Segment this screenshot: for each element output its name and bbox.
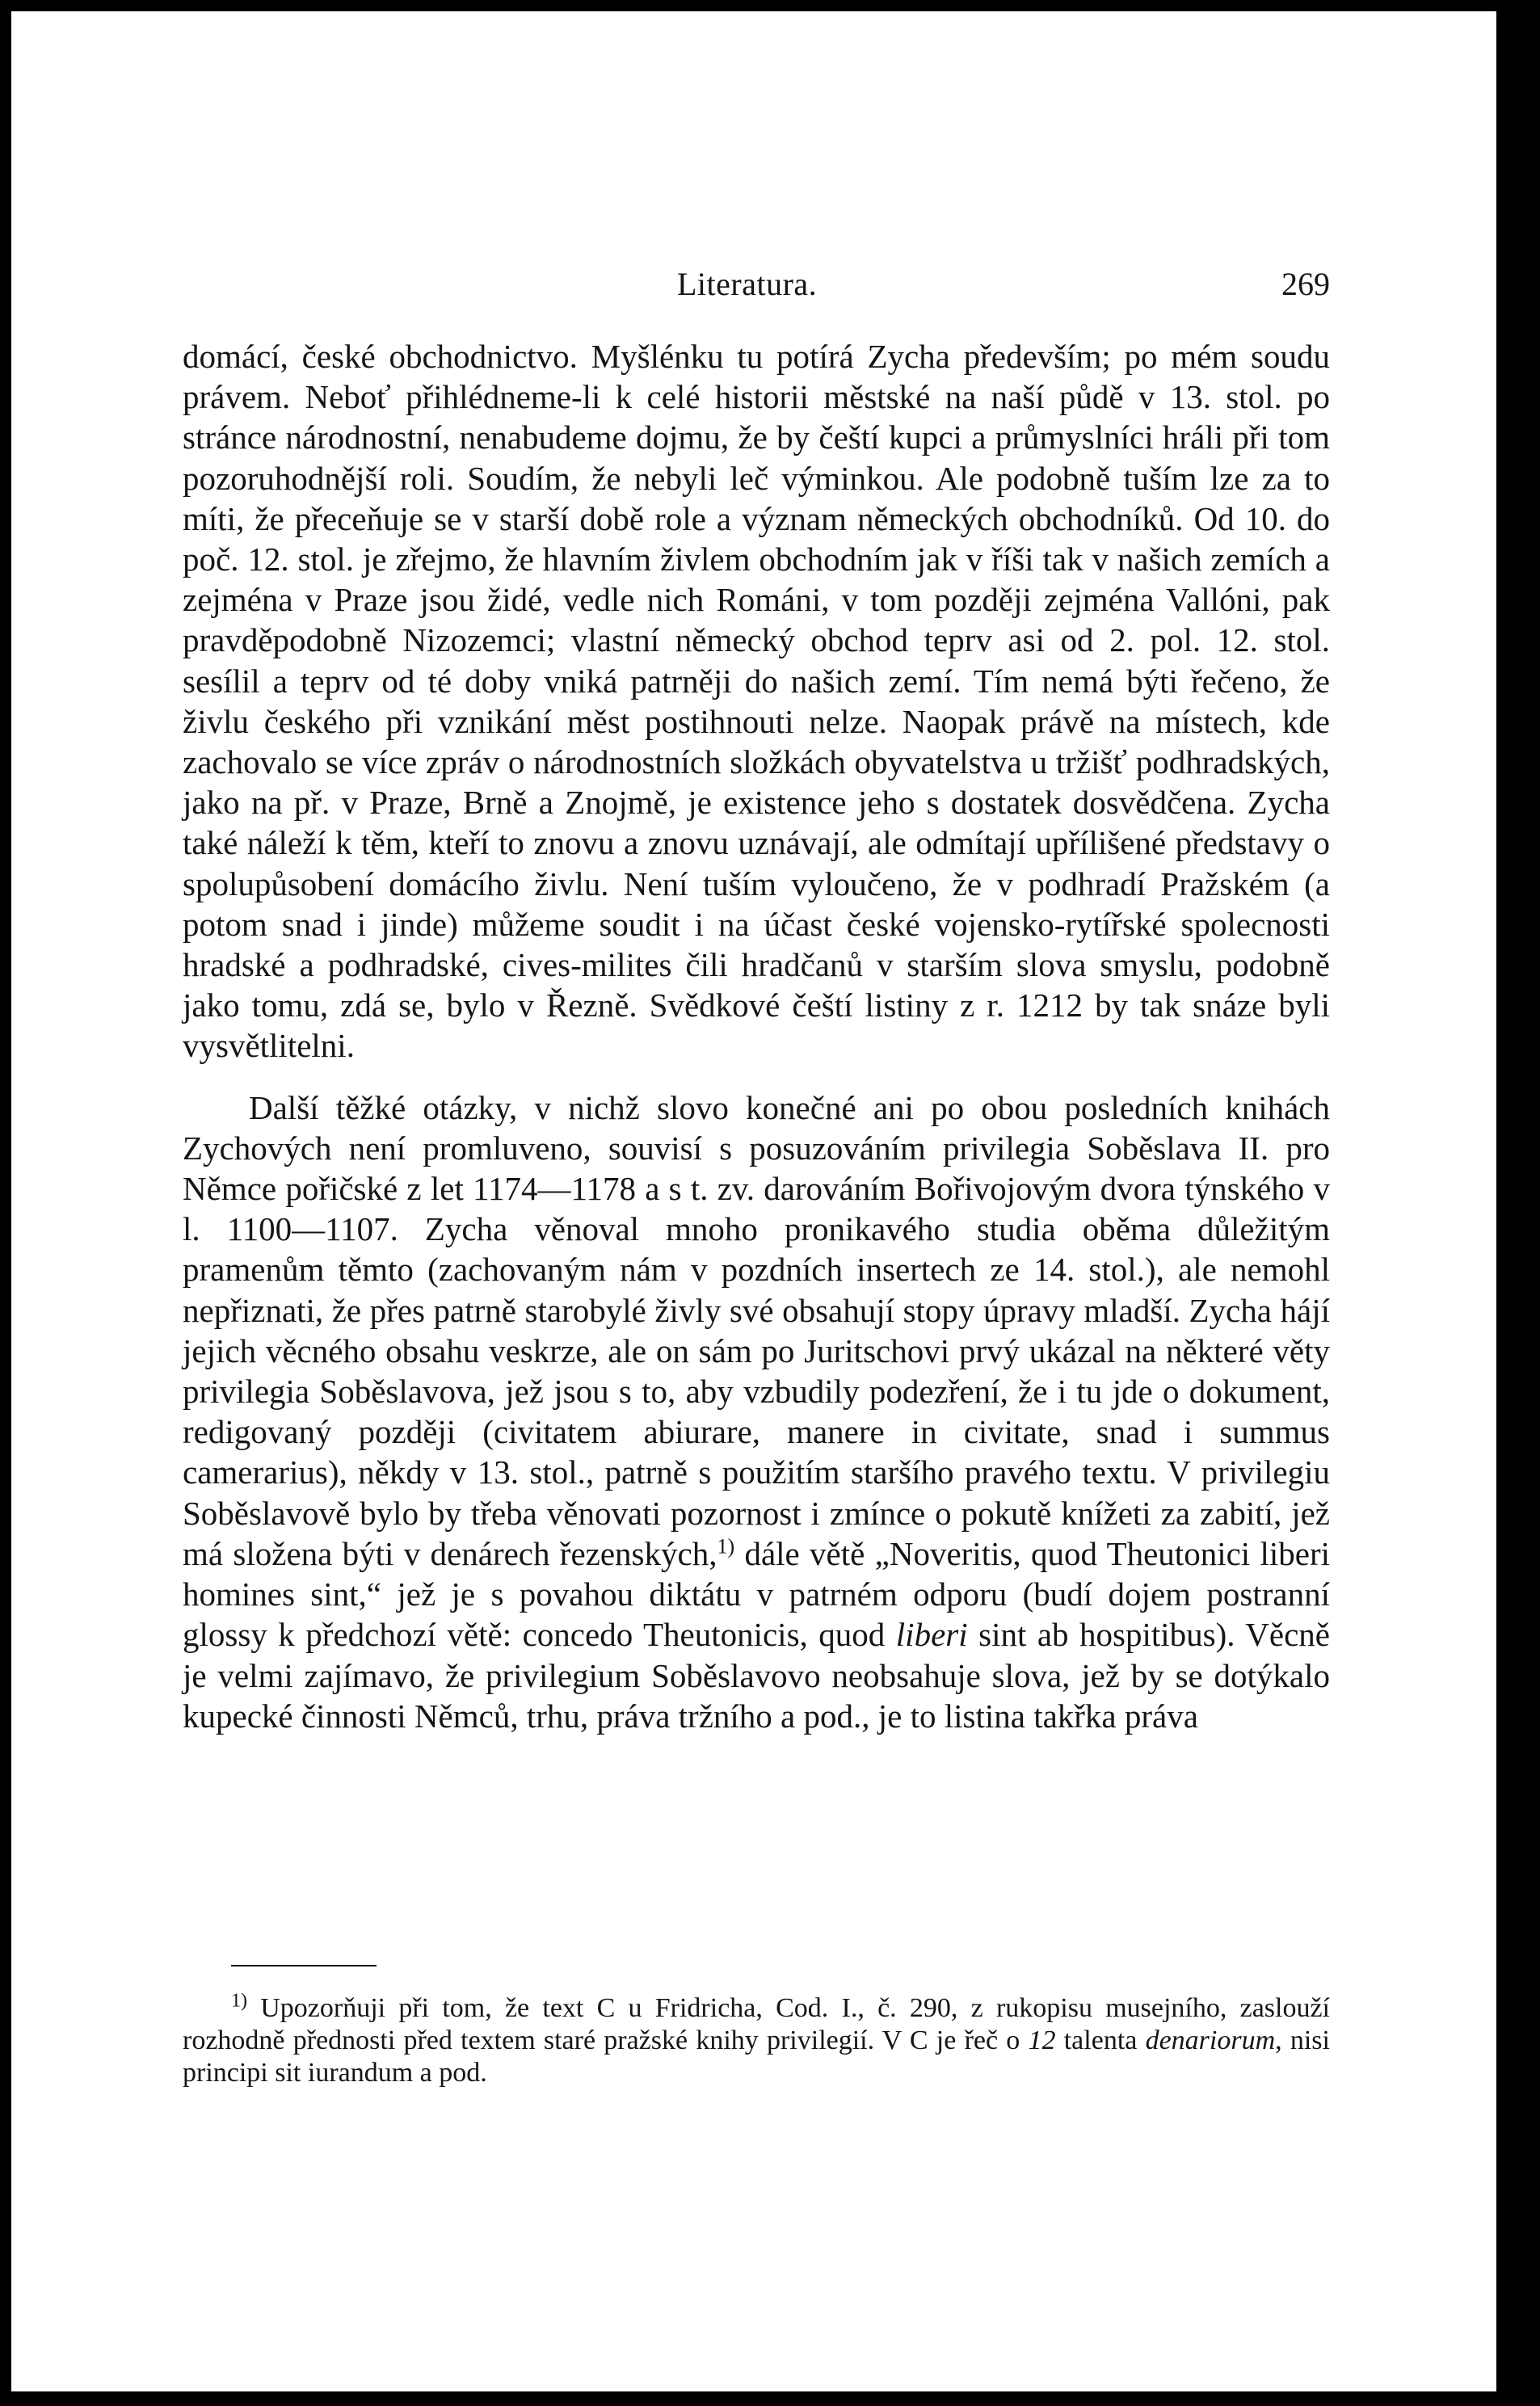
footnote-italic-number: 12 <box>1028 2025 1056 2055</box>
paragraph-text: sint ab hospitibus). Věcně je velmi zajímavo, že privilegium Soběslavovo neobsahuje slova, jež by se dotýkalo kupecké činnosti Němců, trhu, práva tržního a pod., je to listina takřka práva <box>183 1616 1330 1735</box>
paragraph-text: domácí, české obchodnictvo. Myšlénku tu potírá Zycha především; po mém soudu právem. Neboť přihlédneme-li k celé historii městské na naší půdě v 13. stol. po stránce národnostní, nenabudeme dojmu, že by čeští kupci a průmyslníci hráli při tom pozoruhodnější roli. Soudím, že nebyli leč výminkou. Ale podobně tuším lze za to míti, že přeceňuje se v starší době role a význam německých obchodníků. Od 10. do poč. 12. stol. je zřejmo, že hlavním živlem obchodním jak v říši tak v našich zemích a zejména v Praze jsou židé, vedle nich Románi, v tom později zejména Vallóni, pak pravděpodobně Nizozemci; vlastní německý obchod teprv asi od 2. pol. 12. stol. sesílil a teprv od té doby vniká patrněji do našich zemí. Tím nemá býti řečeno, že živlu českého při vznikání měst postihnouti nelze. Naopak právě na místech, kde zachovalo se více zpráv o národnostních složkách obyvatelstva u tržišť podhradských, jako na př. v Praze, Brně a Znojmě, je existence jeho s dostatek dosvědčena. Zycha také náleží k těm, kteří to znovu a znovu uznávají, ale odmítají upřílišené představy o spolupůsobení domácího živlu. Není tuším vyloučeno, že v podhradí Pražském (a potom snad i jinde) můžeme soudit i na účast české vojensko-rytířské spolecnosti hradské a podhradské, cives-milites čili hradčanů v starším slova smyslu, podobně jako tomu, zdá se, bylo v Řezně. Svědkové čeští listiny z r. 1212 by tak snáze byli vysvětlitelni. <box>183 338 1330 1065</box>
footnote-text: , nisi principi sit iurandum a pod. <box>183 2025 1330 2088</box>
footnote-italic-word: denariorum <box>1145 2025 1276 2055</box>
footnote-text: talenta <box>1055 2025 1146 2055</box>
page-number: 269 <box>1281 266 1330 302</box>
paragraph <box>183 336 1330 1066</box>
paragraph <box>183 1087 1330 1736</box>
running-title: Literatura. <box>677 266 818 302</box>
italic-word: liberi <box>895 1616 968 1654</box>
footnote <box>183 1992 1330 2089</box>
main-text <box>183 336 1330 1736</box>
page-header <box>183 260 1330 309</box>
footnote-reference: 1) <box>717 1534 735 1558</box>
paragraph-text: dále větě „Noveritis, quod Theutonici liberi homines sint,“ jež je s povahou diktátu v patrném odporu (budí dojem postranní glossy k předchozí větě: concedo Theutonicis, quod <box>183 1534 1331 1654</box>
paragraph-text: Další těžké otázky, v nichž slovo konečné ani po obou posledních knihách Zychových není promluveno, souvisí s posuzováním privilegia Soběslava II. pro Němce pořičské z let 1174—1178 a s t. zv. darováním Bořivojovým dvora týnského v l. 1100—1107. Zycha věnoval mnoho pronikavého studia oběma důležitým pramenům těmto (zachovaným nám v pozdních insertech ze 14. stol.), ale nemohl nepřiznati, že přes patrně starobylé živly své obsahují stopy úpravy mladší. Zycha hájí jejich věcného obsahu veskrze, ale on sám po Juritschovi prvý ukázal na některé věty privilegia Soběslavova, jež jsou s to, aby vzbudily podezření, že i tu jde o dokument, redigovaný později (civitatem abiurare, manere in civitate, snad i summus camerarius), někdy v 13. stol., patrně s použitím staršího pravého textu. V privilegiu Soběslavově bylo by třeba věnovati pozornost i zmínce o pokutě knížeti za zabití, jež má složena býti v denárech řezenských, <box>183 1088 1330 1572</box>
book-page <box>11 11 1496 2391</box>
footnote-marker: 1) <box>231 1990 247 2012</box>
footnote-text: Upozorňuji při tom, že text C u Fridricha, Cod. I., č. 290, z rukopisu musejního, zaslouží rozhodně přednosti před textem staré pražské knihy privilegií. V C je řeč o <box>183 1993 1330 2055</box>
footnote-divider <box>231 1965 377 1966</box>
